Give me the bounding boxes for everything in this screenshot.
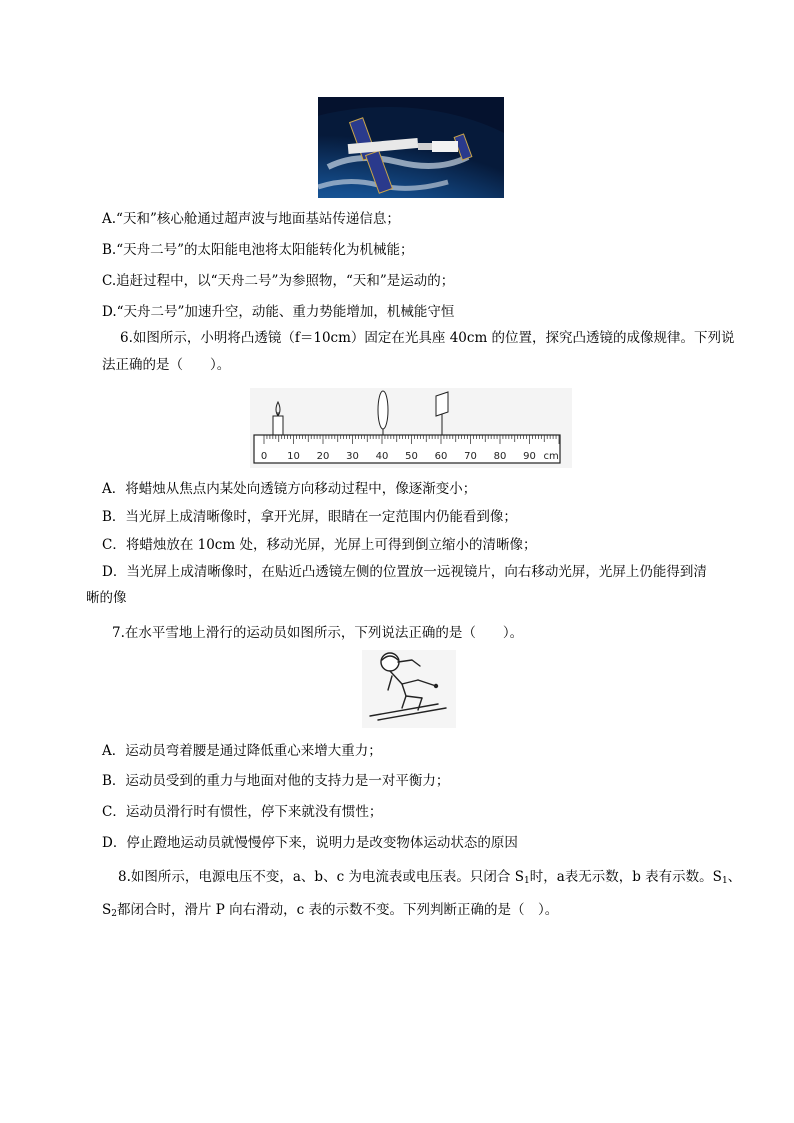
q8-text-2b: 都闭合时，滑片 P 向右滑动，c 表的示数不变。下列判断正确的是（ ）。 <box>116 902 559 918</box>
ruler-label: 10 <box>287 451 300 462</box>
q6-option-d: D．当光屏上成清晰像时，在贴近凸透镜左侧的位置放一远视镜片，向右移动光屏，光屏上仍能得到清 <box>102 564 707 580</box>
ruler-label: 90 <box>523 451 536 462</box>
ruler-label: 20 <box>316 451 330 462</box>
q6-option-a: A．将蜡烛从焦点内某处向透镜方向移动过程中，像逐渐变小； <box>102 481 477 497</box>
ruler-label: cm <box>543 451 559 462</box>
q8-stem-line2 <box>102 901 558 923</box>
ruler-label: 50 <box>405 451 418 462</box>
q5-option-b: B.“天舟二号”的太阳能电池将太阳能转化为机械能； <box>102 242 414 258</box>
q8-stem-line1 <box>118 868 741 890</box>
q5-option-a: A.“天和”核心舱通过超声波与地面基站传递信息； <box>102 211 400 227</box>
q8-text-2a: S <box>102 902 112 918</box>
ruler-label: 40 <box>375 451 389 462</box>
q8-sub-2: 1 <box>721 876 728 886</box>
ruler-label: 30 <box>346 451 359 462</box>
ruler-label: 60 <box>434 451 448 462</box>
ruler-label: 80 <box>493 451 507 462</box>
q7-option-a: A．运动员弯着腰是通过降低重心来增大重力； <box>102 743 382 759</box>
q6-stem-line1: 6.如图所示，小明将凸透镜（f＝10cm）固定在光具座 40cm 的位置，探究凸透镜的成像规律。下列说 <box>120 330 735 346</box>
q5-option-c: C.追赶过程中，以“天舟二号”为参照物，“天和”是运动的； <box>102 273 455 289</box>
q6-option-c: C．将蜡烛放在 10cm 处，移动光屏，光屏上可得到倒立缩小的清晰像； <box>102 537 537 553</box>
ruler-label: 70 <box>464 451 477 462</box>
ruler-label: 0 <box>260 451 268 462</box>
q7-option-c: C．运动员滑行时有惯性，停下来就没有惯性； <box>102 804 383 820</box>
q8-sub-1: 1 <box>523 876 530 886</box>
q6-option-d-cont: 晰的像 <box>86 590 127 606</box>
optical-bench-figure <box>250 388 572 468</box>
q8-sub-3: 2 <box>111 909 117 919</box>
q7-option-d: D．停止蹬地运动员就慢慢停下来，说明力是改变物体运动状态的原因 <box>102 835 518 851</box>
q7-option-b: B．运动员受到的重力与地面对他的支持力是一对平衡力； <box>102 773 450 789</box>
space-station-photo <box>318 97 504 198</box>
q8-text-1c: 、 <box>727 869 742 885</box>
q5-option-d: D.“天舟二号”加速升空，动能、重力势能增加，机械能守恒 <box>102 304 455 320</box>
skier-figure <box>362 650 456 728</box>
q6-stem-line2: 法正确的是（ ）。 <box>102 357 231 373</box>
q8-text-1b: 时，a表无示数，b 表有示数。S <box>529 869 722 885</box>
q7-stem: 7.在水平雪地上滑行的运动员如图所示，下列说法正确的是（ ）。 <box>112 625 524 641</box>
q6-option-b: B．当光屏上成清晰像时，拿开光屏，眼睛在一定范围内仍能看到像； <box>102 509 517 525</box>
q8-text-1a: 8.如图所示，电源电压不变，a、b、c 为电流表或电压表。只闭合 S <box>118 869 524 885</box>
